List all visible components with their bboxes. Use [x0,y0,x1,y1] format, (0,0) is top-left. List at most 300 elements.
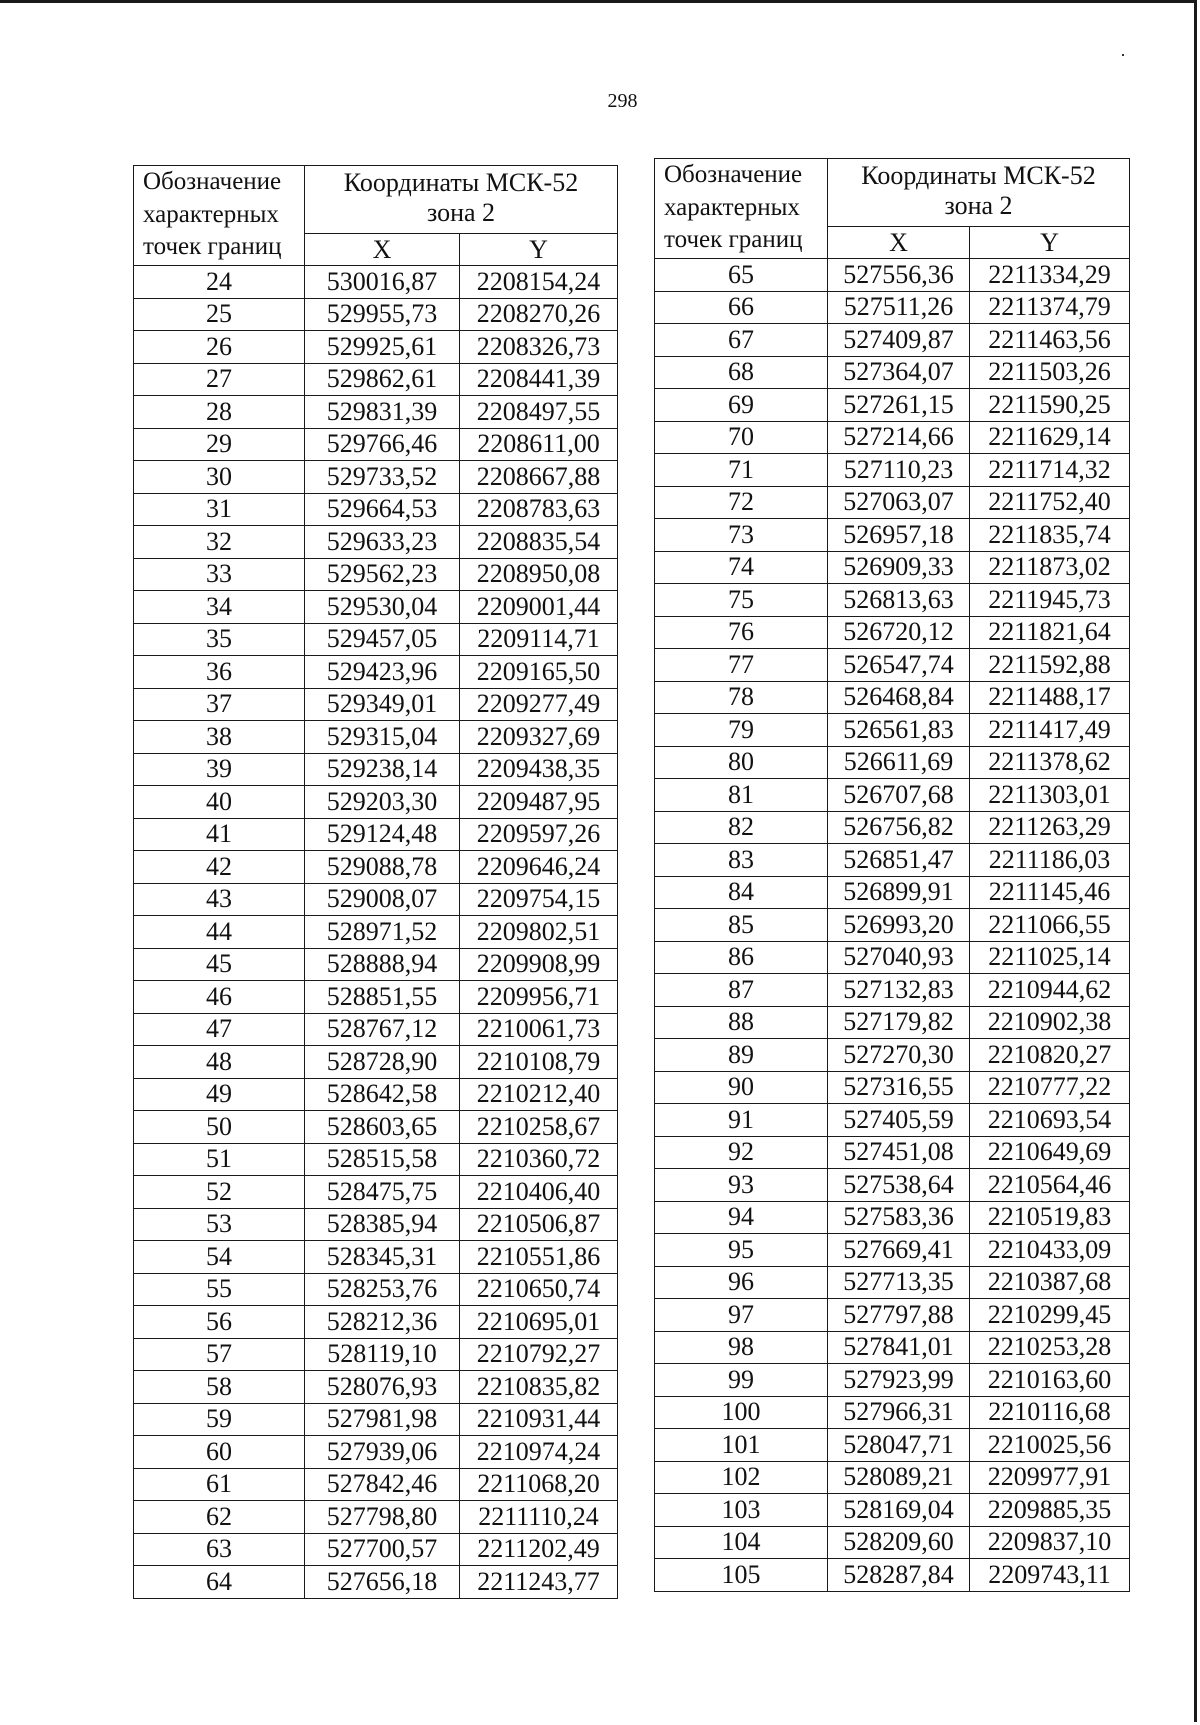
x-coordinate-cell: 527040,93 [828,941,970,974]
point-number-cell: 50 [134,1111,305,1144]
point-number-cell: 85 [655,909,828,942]
y-coordinate-cell: 2208667,88 [460,461,618,494]
point-number-cell: 52 [134,1176,305,1209]
point-label-header [655,159,828,259]
left-table-body [134,266,618,1599]
table-row [134,1468,618,1501]
table-row [655,356,1130,389]
point-number-cell: 83 [655,844,828,877]
table-row [134,558,618,591]
y-coordinate-cell: 2210433,09 [970,1234,1130,1267]
y-coordinate-cell: 2209597,26 [460,818,618,851]
table-row [655,1039,1130,1072]
header-line: характерных [143,200,279,228]
y-coordinate-cell: 2211945,73 [970,584,1130,617]
header-line: точек границ [664,226,803,253]
table-row [134,591,618,624]
point-number-cell: 94 [655,1201,828,1234]
x-coordinate-cell: 528253,76 [305,1273,460,1306]
coord-system-title: Координаты МСК-52 [861,161,1096,190]
x-coordinate-cell: 527966,31 [828,1396,970,1429]
x-coordinate-cell: 529457,05 [305,623,460,656]
table-row [134,818,618,851]
x-coordinate-cell: 528603,65 [305,1111,460,1144]
point-number-cell: 79 [655,714,828,747]
page-number: 298 [607,90,638,112]
x-coordinate-cell: 528515,58 [305,1143,460,1176]
table-row [655,389,1130,422]
point-number-cell: 41 [134,818,305,851]
x-coordinate-cell: 527538,64 [828,1169,970,1202]
point-number-cell: 101 [655,1429,828,1462]
x-coordinate-cell: 529562,23 [305,558,460,591]
y-column-header: Y [460,234,618,266]
point-number-cell: 40 [134,786,305,819]
table-row [134,461,618,494]
x-coordinate-cell: 526756,82 [828,811,970,844]
y-coordinate-cell: 2211714,32 [970,454,1130,487]
x-coordinate-cell: 526957,18 [828,519,970,552]
x-coordinate-cell: 527981,98 [305,1403,460,1436]
x-coordinate-cell: 526561,83 [828,714,970,747]
table-row [655,1526,1130,1559]
y-coordinate-cell: 2210253,28 [970,1331,1130,1364]
x-coordinate-cell: 529530,04 [305,591,460,624]
x-coordinate-cell: 529423,96 [305,656,460,689]
x-coordinate-cell: 528971,52 [305,916,460,949]
point-number-cell: 96 [655,1266,828,1299]
y-coordinate-cell: 2211835,74 [970,519,1130,552]
y-coordinate-cell: 2210360,72 [460,1143,618,1176]
point-number-cell: 26 [134,331,305,364]
y-coordinate-cell: 2211821,64 [970,616,1130,649]
x-coordinate-cell: 528851,55 [305,981,460,1014]
table-row [655,324,1130,357]
y-coordinate-cell: 2211752,40 [970,486,1130,519]
x-coordinate-cell: 527556,36 [828,259,970,292]
y-coordinate-cell: 2211374,79 [970,291,1130,324]
table-row [655,1364,1130,1397]
y-coordinate-cell: 2210116,68 [970,1396,1130,1429]
table-row [134,428,618,461]
table-row [655,909,1130,942]
x-column-header: X [305,234,460,266]
y-coordinate-cell: 2208611,00 [460,428,618,461]
y-coordinate-cell: 2211463,56 [970,324,1130,357]
y-coordinate-cell: 2210902,38 [970,1006,1130,1039]
x-coordinate-cell: 528287,84 [828,1559,970,1592]
point-number-cell: 32 [134,526,305,559]
point-number-cell: 37 [134,688,305,721]
point-number-cell: 84 [655,876,828,909]
y-coordinate-cell: 2210212,40 [460,1078,618,1111]
point-number-cell: 105 [655,1559,828,1592]
table-row [134,1566,618,1599]
y-coordinate-cell: 2211145,46 [970,876,1130,909]
point-number-cell: 60 [134,1436,305,1469]
y-coordinate-cell: 2210387,68 [970,1266,1130,1299]
point-number-cell: 98 [655,1331,828,1364]
table-row [655,454,1130,487]
table-row [134,1371,618,1404]
point-number-cell: 34 [134,591,305,624]
x-coordinate-cell: 528728,90 [305,1046,460,1079]
point-number-cell: 70 [655,421,828,454]
table-row [655,811,1130,844]
point-number-cell: 87 [655,974,828,1007]
point-number-cell: 71 [655,454,828,487]
header-line: точек границ [143,233,282,260]
point-number-cell: 61 [134,1468,305,1501]
table-row [134,1013,618,1046]
table-row [134,753,618,786]
x-coordinate-cell: 528076,93 [305,1371,460,1404]
y-coordinate-cell: 2211417,49 [970,714,1130,747]
x-coordinate-cell: 527409,87 [828,324,970,357]
table-row [134,331,618,364]
x-coordinate-cell: 529088,78 [305,851,460,884]
point-number-cell: 73 [655,519,828,552]
point-number-cell: 48 [134,1046,305,1079]
table-row [655,1559,1130,1592]
table-row [134,1208,618,1241]
point-number-cell: 65 [655,259,828,292]
x-coordinate-cell: 529955,73 [305,298,460,331]
y-coordinate-cell: 2210258,67 [460,1111,618,1144]
table-row [655,876,1130,909]
table-row [134,1078,618,1111]
x-coordinate-cell: 527700,57 [305,1533,460,1566]
y-coordinate-cell: 2211334,29 [970,259,1130,292]
table-row [134,363,618,396]
y-coordinate-cell: 2208497,55 [460,396,618,429]
table-row [655,1266,1130,1299]
x-coordinate-cell: 529238,14 [305,753,460,786]
point-number-cell: 55 [134,1273,305,1306]
x-coordinate-cell: 527110,23 [828,454,970,487]
x-coordinate-cell: 528475,75 [305,1176,460,1209]
y-coordinate-cell: 2209977,91 [970,1461,1130,1494]
y-coordinate-cell: 2211378,62 [970,746,1130,779]
x-coordinate-cell: 526707,68 [828,779,970,812]
x-coordinate-cell: 528212,36 [305,1306,460,1339]
table-row [134,1338,618,1371]
header-line: Обозначение [143,168,282,195]
header-line: характерных [664,193,800,221]
y-coordinate-cell: 2210163,60 [970,1364,1130,1397]
x-coordinate-cell: 528642,58 [305,1078,460,1111]
table-row [134,623,618,656]
x-coordinate-cell: 527316,55 [828,1071,970,1104]
y-coordinate-cell: 2211263,29 [970,811,1130,844]
y-coordinate-cell: 2208783,63 [460,493,618,526]
table-row [134,1306,618,1339]
table-row [655,584,1130,617]
point-number-cell: 49 [134,1078,305,1111]
y-coordinate-cell: 2209327,69 [460,721,618,754]
table-row [655,1169,1130,1202]
y-coordinate-cell: 2211873,02 [970,551,1130,584]
header-line: Обозначение [664,161,803,188]
y-coordinate-cell: 2210777,22 [970,1071,1130,1104]
point-number-cell: 66 [655,291,828,324]
table-row [655,1006,1130,1039]
point-number-cell: 39 [134,753,305,786]
y-coordinate-cell: 2208270,26 [460,298,618,331]
y-coordinate-cell: 2209487,95 [460,786,618,819]
table-row [134,1046,618,1079]
y-coordinate-cell: 2210650,74 [460,1273,618,1306]
point-number-cell: 99 [655,1364,828,1397]
point-number-cell: 36 [134,656,305,689]
point-number-cell: 33 [134,558,305,591]
x-coordinate-cell: 527841,01 [828,1331,970,1364]
table-row [134,883,618,916]
table-row [655,1234,1130,1267]
y-coordinate-cell: 2210061,73 [460,1013,618,1046]
point-number-cell: 63 [134,1533,305,1566]
table-row [655,486,1130,519]
x-coordinate-cell: 527214,66 [828,421,970,454]
y-coordinate-cell: 2210693,54 [970,1104,1130,1137]
point-number-cell: 95 [655,1234,828,1267]
point-number-cell: 51 [134,1143,305,1176]
x-coordinate-cell: 526720,12 [828,616,970,649]
y-coordinate-cell: 2210974,24 [460,1436,618,1469]
x-coordinate-cell: 529925,61 [305,331,460,364]
point-number-cell: 43 [134,883,305,916]
y-coordinate-cell: 2211629,14 [970,421,1130,454]
y-coordinate-cell: 2210025,56 [970,1429,1130,1462]
point-number-cell: 102 [655,1461,828,1494]
x-coordinate-cell: 527063,07 [828,486,970,519]
x-coordinate-cell: 529633,23 [305,526,460,559]
x-coordinate-cell: 526899,91 [828,876,970,909]
table-row [134,688,618,721]
point-number-cell: 29 [134,428,305,461]
x-coordinate-cell: 527179,82 [828,1006,970,1039]
point-number-cell: 91 [655,1104,828,1137]
x-coordinate-cell: 529664,53 [305,493,460,526]
x-coordinate-cell: 527797,88 [828,1299,970,1332]
y-coordinate-cell: 2208835,54 [460,526,618,559]
table-row [134,266,618,299]
point-number-cell: 82 [655,811,828,844]
point-number-cell: 38 [134,721,305,754]
x-coordinate-cell: 528209,60 [828,1526,970,1559]
y-coordinate-cell: 2209956,71 [460,981,618,1014]
y-coordinate-cell: 2209114,71 [460,623,618,656]
coordinates-header [305,166,618,234]
x-coordinate-cell: 527842,46 [305,1468,460,1501]
table-row [655,1429,1130,1462]
y-coordinate-cell: 2210564,46 [970,1169,1130,1202]
x-coordinate-cell: 527669,41 [828,1234,970,1267]
y-coordinate-cell: 2211592,88 [970,649,1130,682]
x-coordinate-cell: 527656,18 [305,1566,460,1599]
y-coordinate-cell: 2209001,44 [460,591,618,624]
scan-mark [1122,54,1124,56]
point-number-cell: 103 [655,1494,828,1527]
x-column-header: X [828,227,970,259]
point-number-cell: 69 [655,389,828,422]
coord-zone-title: зона 2 [944,191,1013,220]
y-coordinate-cell: 2210406,40 [460,1176,618,1209]
table-row [134,1241,618,1274]
y-coordinate-cell: 2208950,08 [460,558,618,591]
coordinates-header [828,159,1130,227]
x-coordinate-cell: 528169,04 [828,1494,970,1527]
y-coordinate-cell: 2209837,10 [970,1526,1130,1559]
table-row [134,493,618,526]
y-coordinate-cell: 2210835,82 [460,1371,618,1404]
point-number-cell: 64 [134,1566,305,1599]
point-number-cell: 28 [134,396,305,429]
point-number-cell: 27 [134,363,305,396]
x-coordinate-cell: 527405,59 [828,1104,970,1137]
y-coordinate-cell: 2209754,15 [460,883,618,916]
y-coordinate-cell: 2210108,79 [460,1046,618,1079]
x-coordinate-cell: 529766,46 [305,428,460,461]
y-coordinate-cell: 2211066,55 [970,909,1130,942]
x-coordinate-cell: 527583,36 [828,1201,970,1234]
point-number-cell: 31 [134,493,305,526]
table-row [655,421,1130,454]
point-number-cell: 88 [655,1006,828,1039]
x-coordinate-cell: 526909,33 [828,551,970,584]
table-row [134,298,618,331]
y-coordinate-cell: 2210299,45 [970,1299,1130,1332]
table-row [134,1436,618,1469]
table-row [134,981,618,1014]
table-row [655,1104,1130,1137]
y-coordinate-cell: 2211488,17 [970,681,1130,714]
table-row [134,916,618,949]
table-row [134,1273,618,1306]
point-number-cell: 56 [134,1306,305,1339]
y-coordinate-cell: 2210944,62 [970,974,1130,1007]
x-coordinate-cell: 528385,94 [305,1208,460,1241]
x-coordinate-cell: 526813,63 [828,584,970,617]
point-number-cell: 58 [134,1371,305,1404]
point-number-cell: 67 [655,324,828,357]
y-coordinate-cell: 2208326,73 [460,331,618,364]
y-coordinate-cell: 2210695,01 [460,1306,618,1339]
point-number-cell: 54 [134,1241,305,1274]
point-number-cell: 53 [134,1208,305,1241]
point-number-cell: 100 [655,1396,828,1429]
point-number-cell: 46 [134,981,305,1014]
x-coordinate-cell: 529008,07 [305,883,460,916]
table-row [655,1461,1130,1494]
point-number-cell: 45 [134,948,305,981]
y-coordinate-cell: 2208154,24 [460,266,618,299]
table-row [655,616,1130,649]
x-coordinate-cell: 527132,83 [828,974,970,1007]
right-table-body [655,259,1130,1592]
point-number-cell: 90 [655,1071,828,1104]
x-coordinate-cell: 529349,01 [305,688,460,721]
table-row [655,519,1130,552]
x-coordinate-cell: 529862,61 [305,363,460,396]
point-label-header [134,166,305,266]
table-row [655,291,1130,324]
y-coordinate-cell: 2210649,69 [970,1136,1130,1169]
x-coordinate-cell: 526851,47 [828,844,970,877]
y-coordinate-cell: 2210792,27 [460,1338,618,1371]
point-number-cell: 74 [655,551,828,584]
table-row [655,714,1130,747]
point-number-cell: 93 [655,1169,828,1202]
point-number-cell: 76 [655,616,828,649]
coordinates-table-right [654,158,1130,1592]
table-row [655,551,1130,584]
x-coordinate-cell: 527451,08 [828,1136,970,1169]
y-coordinate-cell: 2210519,83 [970,1201,1130,1234]
x-coordinate-cell: 527364,07 [828,356,970,389]
x-coordinate-cell: 528888,94 [305,948,460,981]
table-row [134,1176,618,1209]
point-number-cell: 30 [134,461,305,494]
y-column-header: Y [970,227,1130,259]
point-number-cell: 42 [134,851,305,884]
x-coordinate-cell: 529203,30 [305,786,460,819]
table-row [134,1111,618,1144]
x-coordinate-cell: 529831,39 [305,396,460,429]
x-coordinate-cell: 527939,06 [305,1436,460,1469]
table-row [655,681,1130,714]
y-coordinate-cell: 2210931,44 [460,1403,618,1436]
table-row [655,1201,1130,1234]
x-coordinate-cell: 526611,69 [828,746,970,779]
table-row [134,1143,618,1176]
table-row [655,974,1130,1007]
x-coordinate-cell: 529124,48 [305,818,460,851]
x-coordinate-cell: 526468,84 [828,681,970,714]
table-row [134,948,618,981]
point-number-cell: 47 [134,1013,305,1046]
point-number-cell: 86 [655,941,828,974]
y-coordinate-cell: 2209277,49 [460,688,618,721]
y-coordinate-cell: 2209438,35 [460,753,618,786]
point-number-cell: 44 [134,916,305,949]
table-row [134,1403,618,1436]
x-coordinate-cell: 527713,35 [828,1266,970,1299]
table-row [134,721,618,754]
y-coordinate-cell: 2210506,87 [460,1208,618,1241]
point-number-cell: 89 [655,1039,828,1072]
table-row [655,1331,1130,1364]
x-coordinate-cell: 527261,15 [828,389,970,422]
y-coordinate-cell: 2211503,26 [970,356,1130,389]
x-coordinate-cell: 526993,20 [828,909,970,942]
point-number-cell: 72 [655,486,828,519]
point-number-cell: 92 [655,1136,828,1169]
point-number-cell: 77 [655,649,828,682]
x-coordinate-cell: 528047,71 [828,1429,970,1462]
table-row [655,746,1130,779]
table-row [134,396,618,429]
y-coordinate-cell: 2209908,99 [460,948,618,981]
coordinates-table-left [133,165,618,1599]
point-number-cell: 104 [655,1526,828,1559]
point-number-cell: 97 [655,1299,828,1332]
x-coordinate-cell: 528089,21 [828,1461,970,1494]
table-row [655,941,1130,974]
x-coordinate-cell: 530016,87 [305,266,460,299]
y-coordinate-cell: 2211243,77 [460,1566,618,1599]
y-coordinate-cell: 2211303,01 [970,779,1130,812]
